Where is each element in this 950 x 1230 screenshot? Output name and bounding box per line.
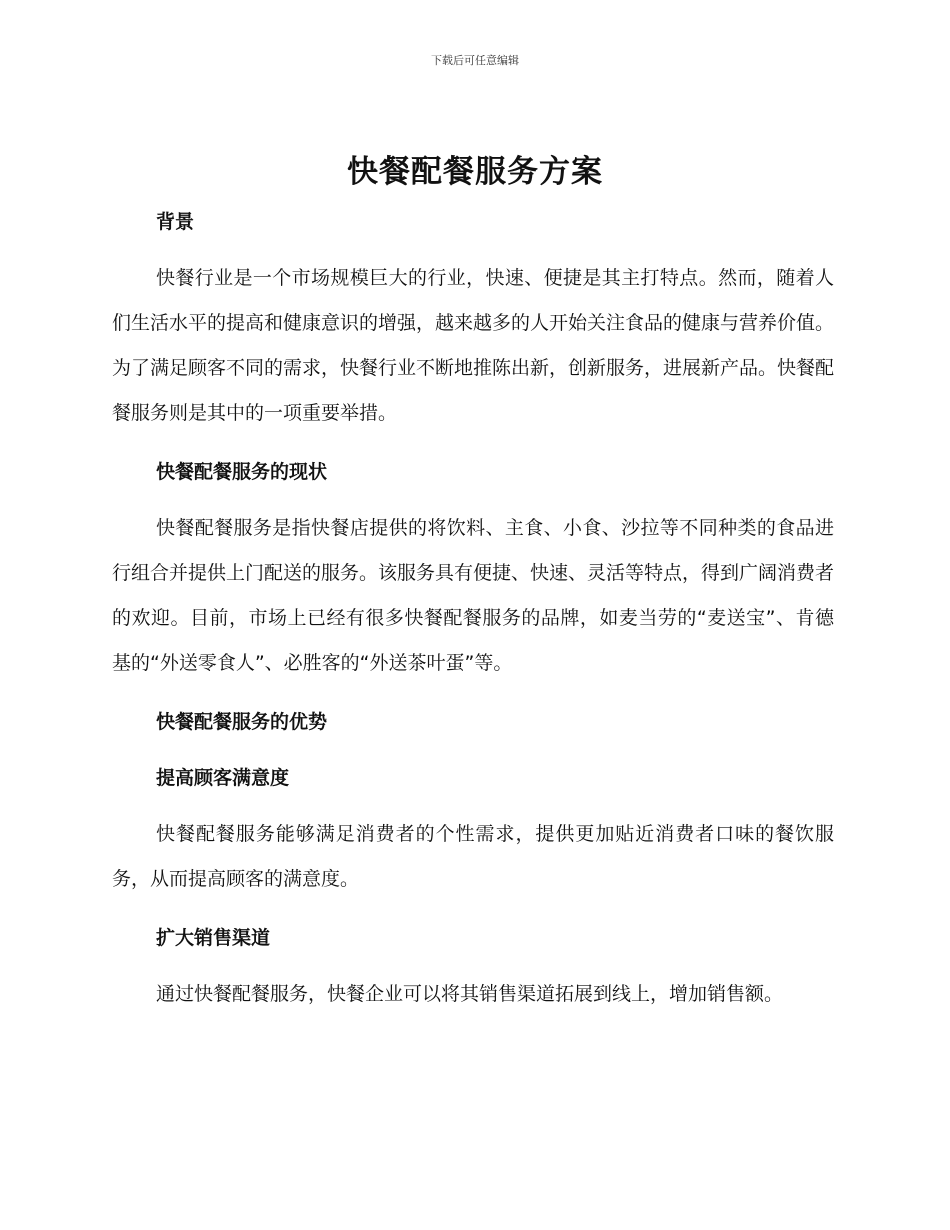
paragraph-channels: 通过快餐配餐服务，快餐企业可以将其销售渠道拓展到线上，增加销售额。: [156, 983, 784, 1005]
section-heading-background: 背景: [156, 211, 195, 233]
header-note: 下载后可任意编辑: [431, 54, 519, 67]
document-body: [112, 200, 834, 1017]
subsection-heading-satisfaction: 提高顾客满意度: [156, 767, 290, 789]
spacer: [112, 686, 834, 700]
spacer: [112, 960, 834, 972]
spacer: [112, 800, 834, 812]
paragraph-satisfaction: 快餐配餐服务能够满足消费者的个性需求，提供更加贴近消费者口味的餐饮服务，从而提高顾客的满意度。: [112, 823, 834, 890]
document-title: 快餐配餐服务方案: [347, 154, 603, 190]
section-heading-status: 快餐配餐服务的现状: [156, 461, 328, 483]
subsection-heading-channels: 扩大销售渠道: [156, 927, 271, 949]
section-heading-advantages: 快餐配餐服务的优势: [156, 711, 328, 733]
paragraph-status: 快餐配餐服务是指快餐店提供的将饮料、主食、小食、沙拉等不同种类的食品进行组合并提供上门配送的服务。该服务具有便捷、快速、灵活等特点，得到广阔消费者的欢迎。目前，市场上已经有很多快餐配餐服务的品牌，如麦当劳的“麦送宝”、肯德基的“外送零食人”、必胜客的“外送茶叶蛋”等。: [112, 517, 835, 674]
spacer: [112, 244, 834, 256]
paragraph-background: 快餐行业是一个市场规模巨大的行业，快速、便捷是其主打特点。然而，随着人们生活水平的提高和健康意识的增强，越来越多的人开始关注食品的健康与营养价值。为了满足顾客不同的需求，快餐行业不断地推陈出新，创新服务，进展新产品。快餐配餐服务则是其中的一项重要举措。: [112, 267, 835, 424]
spacer: [112, 494, 834, 506]
spacer: [112, 436, 834, 450]
spacer: [112, 744, 834, 756]
spacer: [112, 902, 834, 916]
